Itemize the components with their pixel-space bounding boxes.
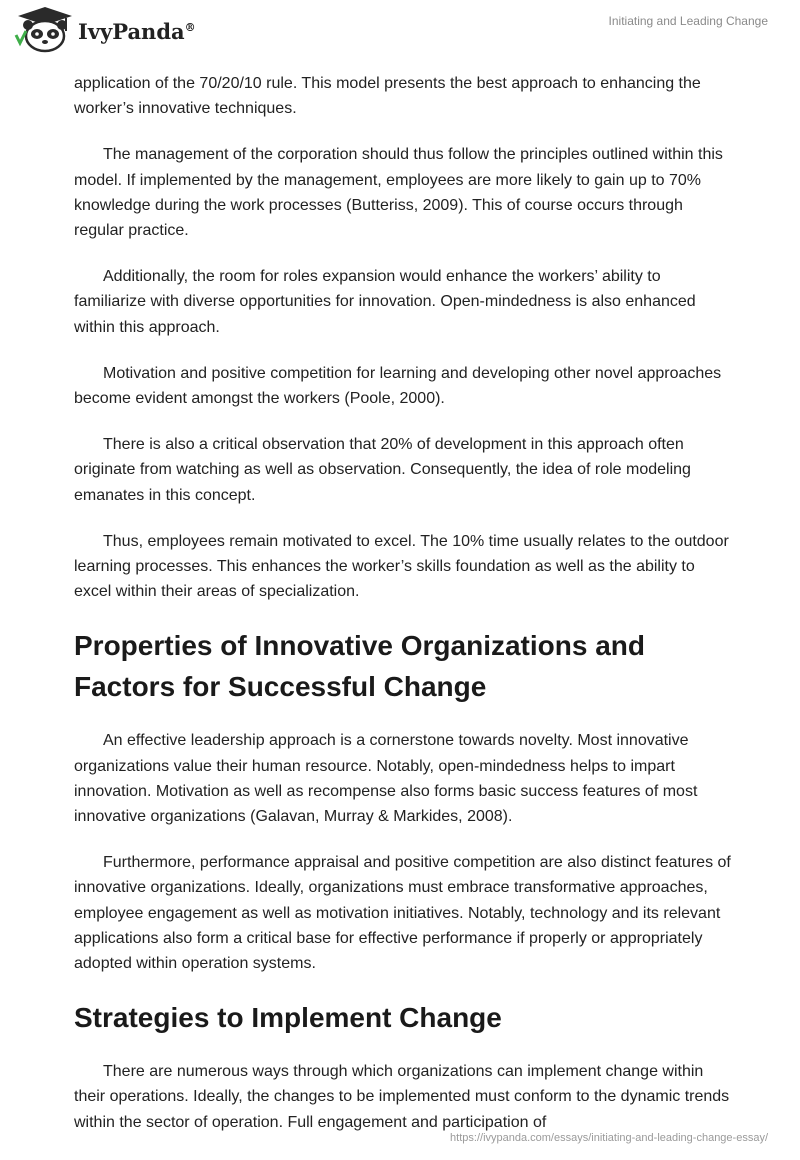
paragraph: There is also a critical observation that 20% of development in this approach often originate from watching as well as observation. Consequently, the idea of role modeling emanates in this concept. — [74, 436, 691, 504]
document-title: Initiating and Leading Change — [608, 14, 768, 28]
registered-mark: ® — [184, 20, 196, 34]
brand-name: IvyPanda® — [78, 18, 196, 44]
paragraph: Additionally, the room for roles expansion would enhance the workers’ ability to familiarize with diverse opportunities for innovation. Open-mindedness is also enhanced within this approach. — [74, 268, 696, 336]
brand-logo[interactable] — [14, 6, 196, 52]
paragraph: application of the 70/20/10 rule. This model presents the best approach to enhancing the worker’s innovative techniques. — [74, 75, 701, 118]
paragraph: Motivation and positive competition for learning and developing other novel approaches become evident amongst the workers (Poole, 2000). — [74, 364, 722, 408]
source-url[interactable]: https://ivypanda.com/essays/initiating-and-leading-change-essay/ — [450, 1132, 768, 1144]
paragraph: An effective leadership approach is a cornerstone towards novelty. Most innovative organizations value their human resource. Notably, open-mindedness helps to impart innovation. Motivation as well as recompense also forms basic success features of most innovative organizations (Galavan, Murray & Markides, 2008). — [74, 732, 698, 826]
paragraph: Furthermore, performance appraisal and positive competition are also distinct features of innovative organizations. Ideally, organizations must embrace transformative approaches, employee engagement as well as motivation initiatives. Notably, technology and its relevant applications also form a critical base for effective performance if properly or appropriately adopted within operation systems. — [74, 854, 731, 973]
essay-body — [74, 71, 734, 1156]
page-header — [0, 0, 800, 60]
paragraph: Thus, employees remain motivated to excel. The 10% time usually relates to the outdoor learning processes. This enhances the worker’s skills foundation as well as the ability to excel within their areas of specialization. — [74, 532, 729, 601]
section-heading: Properties of Innovative Organizations and Factors for Successful Change — [74, 630, 645, 703]
paragraph: There are numerous ways through which organizations can implement change within their operations. Ideally, the changes to be implemented must conform to the dynamic trends within the sector of operation. Full engagement and participation of — [74, 1063, 730, 1131]
paragraph: The management of the corporation should thus follow the principles outlined within this model. If implemented by the management, employees are more likely to gain up to 70% knowledge during the work processes (Butteriss, 2009). This of course occurs through regular practice. — [74, 146, 723, 240]
section-heading: Strategies to Implement Change — [74, 1002, 502, 1034]
panda-graduation-cap-icon — [14, 5, 76, 53]
